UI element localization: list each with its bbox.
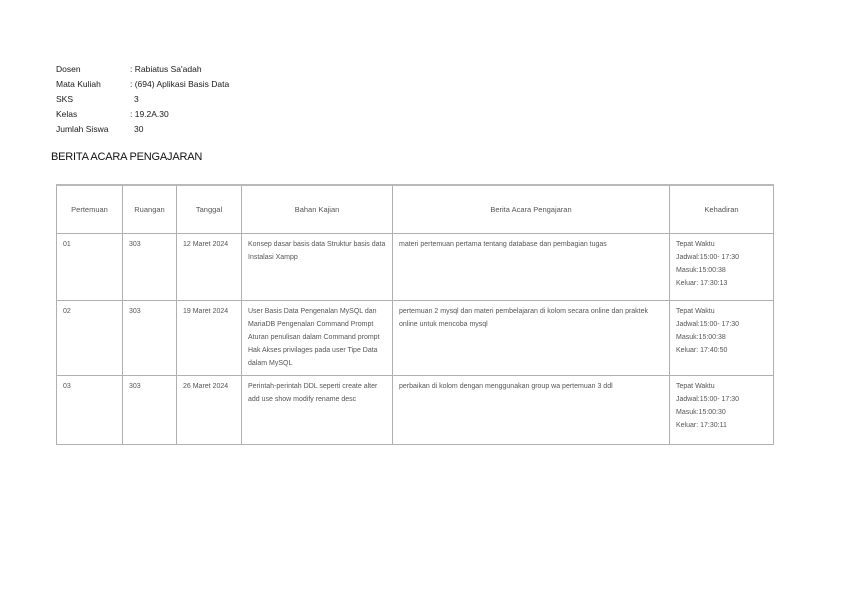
header-pertemuan: Pertemuan xyxy=(57,185,123,234)
info-row-dosen xyxy=(56,62,229,77)
cell-kehadiran xyxy=(670,376,774,445)
kehadiran-status: Tepat Waktu xyxy=(676,383,715,390)
info-label: Jumlah Siswa xyxy=(56,124,109,134)
info-label: Kelas xyxy=(56,109,78,119)
kehadiran-jadwal: Jadwal:15:00- 17:30 xyxy=(676,321,740,328)
table-header-row xyxy=(57,185,774,234)
info-value: 30 xyxy=(134,124,144,134)
kehadiran-status: Tepat Waktu xyxy=(676,308,715,315)
kehadiran-jadwal: Jadwal:15:00- 17:30 xyxy=(676,254,740,261)
cell-tanggal: 19 Maret 2024 xyxy=(177,301,242,376)
cell-berita-acara: pertemuan 2 mysql dan materi pembelajaran di kolom secara online dan praktek online untuk mencoba mysql xyxy=(393,301,670,376)
info-row-mata-kuliah xyxy=(56,77,229,92)
cell-pertemuan: 03 xyxy=(57,376,123,445)
berita-acara-table xyxy=(56,184,774,445)
cell-ruangan: 303 xyxy=(123,301,177,376)
cell-bahan-kajian: User Basis Data Pengenalan MySQL dan MariaDB Pengenalan Command Prompt Aturan penulisan dalam Command prompt Hak Akses privilages pada user Tipe Data dalam MySQL xyxy=(242,301,393,376)
page-title: BERITA ACARA PENGAJARAN xyxy=(51,151,203,163)
header-berita-acara: Berita Acara Pengajaran xyxy=(393,185,670,234)
kehadiran-masuk: Masuk:15:00:38 xyxy=(676,267,726,274)
info-row-jumlah-siswa xyxy=(56,122,229,137)
header-bahan-kajian: Bahan Kajian xyxy=(242,185,393,234)
info-value: : 19.2A.30 xyxy=(130,109,169,119)
kehadiran-jadwal: Jadwal:15:00- 17:30 xyxy=(676,396,740,403)
kehadiran-keluar: Keluar: 17:40:50 xyxy=(676,347,728,354)
info-value: 3 xyxy=(134,94,139,104)
kehadiran-masuk: Masuk:15:00:38 xyxy=(676,334,726,341)
cell-bahan-kajian: Perintah-perintah DDL seperti create alter add use show modify rename desc xyxy=(242,376,393,445)
cell-kehadiran xyxy=(670,301,774,376)
kehadiran-masuk: Masuk:15:00:30 xyxy=(676,409,726,416)
cell-bahan-kajian: Konsep dasar basis data Struktur basis data Instalasi Xampp xyxy=(242,234,393,301)
kehadiran-keluar: Keluar: 17:30:13 xyxy=(676,280,728,287)
table-row xyxy=(57,301,774,376)
kehadiran-status: Tepat Waktu xyxy=(676,241,715,248)
table-row xyxy=(57,376,774,445)
header-ruangan: Ruangan xyxy=(123,185,177,234)
cell-pertemuan: 01 xyxy=(57,234,123,301)
header-tanggal: Tanggal xyxy=(177,185,242,234)
table-row xyxy=(57,234,774,301)
info-label: SKS xyxy=(56,94,74,104)
info-value: : Rabiatus Sa'adah xyxy=(130,64,202,74)
kehadiran-keluar: Keluar: 17:30:11 xyxy=(676,422,727,429)
info-label: Mata Kuliah xyxy=(56,79,101,89)
cell-tanggal: 26 Maret 2024 xyxy=(177,376,242,445)
info-row-kelas xyxy=(56,107,229,122)
cell-kehadiran xyxy=(670,234,774,301)
cell-pertemuan: 02 xyxy=(57,301,123,376)
info-value: : (694) Aplikasi Basis Data xyxy=(130,79,230,89)
course-info xyxy=(56,62,229,137)
cell-ruangan: 303 xyxy=(123,376,177,445)
cell-tanggal: 12 Maret 2024 xyxy=(177,234,242,301)
info-label: Dosen xyxy=(56,64,81,74)
info-row-sks xyxy=(56,92,229,107)
cell-berita-acara: perbaikan di kolom dengan menggunakan group wa pertemuan 3 ddl xyxy=(393,376,670,445)
header-kehadiran: Kehadiran xyxy=(670,185,774,234)
cell-berita-acara: materi pertemuan pertama tentang database dan pembagian tugas xyxy=(393,234,670,301)
cell-ruangan: 303 xyxy=(123,234,177,301)
